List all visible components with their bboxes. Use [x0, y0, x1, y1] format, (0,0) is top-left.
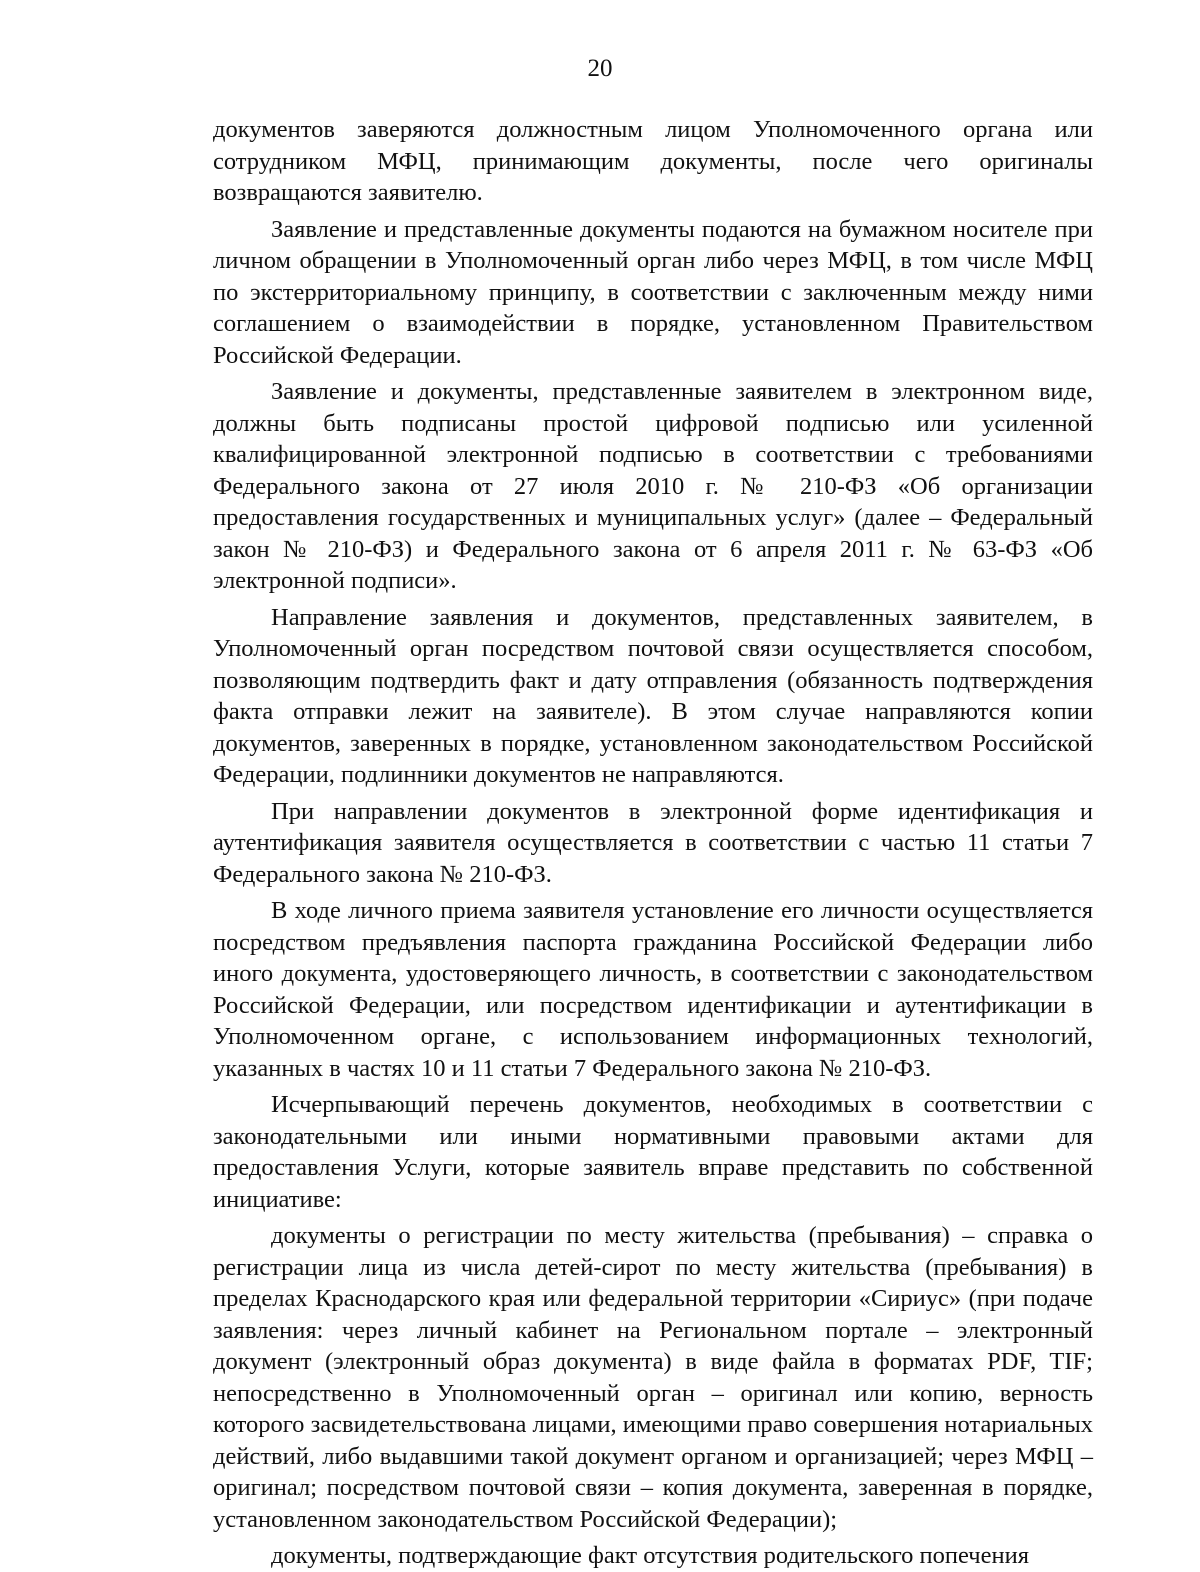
- page-number: 20: [587, 55, 613, 82]
- paragraph-personal-reception: В ходе личного приема заявителя установление его личности осуществляется посредством предъявления паспорта гражданина Российской Федерации либо иного документа, удостоверяющего личность, в соответствии с законодательством Российской Федерации, или посредством идентификации и аутентификации в Уполномоченном органе, с использованием информационных технологий, указанных в частях 10 и 11 статьи 7 Федерального закона № 210-ФЗ.: [213, 897, 1093, 1082]
- document-body: [213, 114, 1093, 1572]
- paragraph-parental-care-documents: документы, подтверждающие факт отсутствия родительского попечения: [271, 1542, 1029, 1569]
- paragraph-documents-list-intro: Исчерпывающий перечень документов, необходимых в соответствии с законодательными или иными нормативными правовыми актами для предоставления Услуги, которые заявитель вправе представить по собственной инициативе:: [213, 1091, 1093, 1213]
- paragraph-continuation: документов заверяются должностным лицом Уполномоченного органа или сотрудником МФЦ, принимающим документы, после чего оригиналы возвращаются заявителю.: [213, 116, 1093, 206]
- paragraph-registration-documents: документы о регистрации по месту жительства (пребывания) – справка о регистрации лица из числа детей-сирот по месту жительства (пребывания) в пределах Краснодарского края или федеральной территории «Сириус» (при подаче заявления: через личный кабинет на Региональном портале – электронный документ (электронный образ документа) в виде файла в форматах PDF, TIF; непосредственно в Уполномоченный орган – оригинал или копию, верность которого засвидетельствована лицами, имеющими право совершения нотариальных действий, либо выдавшими такой документ органом и организацией; через МФЦ – оригинал; посредством почтовой связи – копия документа, заверенная в порядке, установленном законодательством Российской Федерации);: [213, 1222, 1093, 1533]
- paragraph-electronic-signature: Заявление и документы, представленные заявителем в электронном виде, должны быть подписаны простой цифровой подписью или усиленной квалифицированной электронной подписью в соответствии с требованиями Федерального закона от 27 июля 2010 г. № 210-ФЗ «Об организации предоставления государственных и муниципальных услуг» (далее – Федеральный закон № 210-ФЗ) и Федерального закона от 6 апреля 2011 г. № 63-ФЗ «Об электронной подписи».: [213, 378, 1093, 594]
- paragraph-postal-submission: Направление заявления и документов, представленных заявителем, в Уполномоченный орган посредством почтовой связи осуществляется способом, позволяющим подтвердить факт и дату отправления (обязанность подтверждения факта отправки лежит на заявителе). В этом случае направляются копии документов, заверенных в порядке, установленном законодательством Российской Федерации, подлинники документов не направляются.: [213, 603, 1093, 788]
- paragraph-paper-submission: Заявление и представленные документы подаются на бумажном носителе при личном обращении в Уполномоченный орган либо через МФЦ, в том числе МФЦ по экстерриториальному принципу, в соответствии с заключенным между ними соглашением о взаимодействии в порядке, установленном Правительством Российской Федерации.: [213, 215, 1093, 369]
- paragraph-electronic-identification: При направлении документов в электронной форме идентификация и аутентификация заявителя осуществляется в соответствии с частью 11 статьи 7 Федерального закона № 210-ФЗ.: [213, 797, 1093, 888]
